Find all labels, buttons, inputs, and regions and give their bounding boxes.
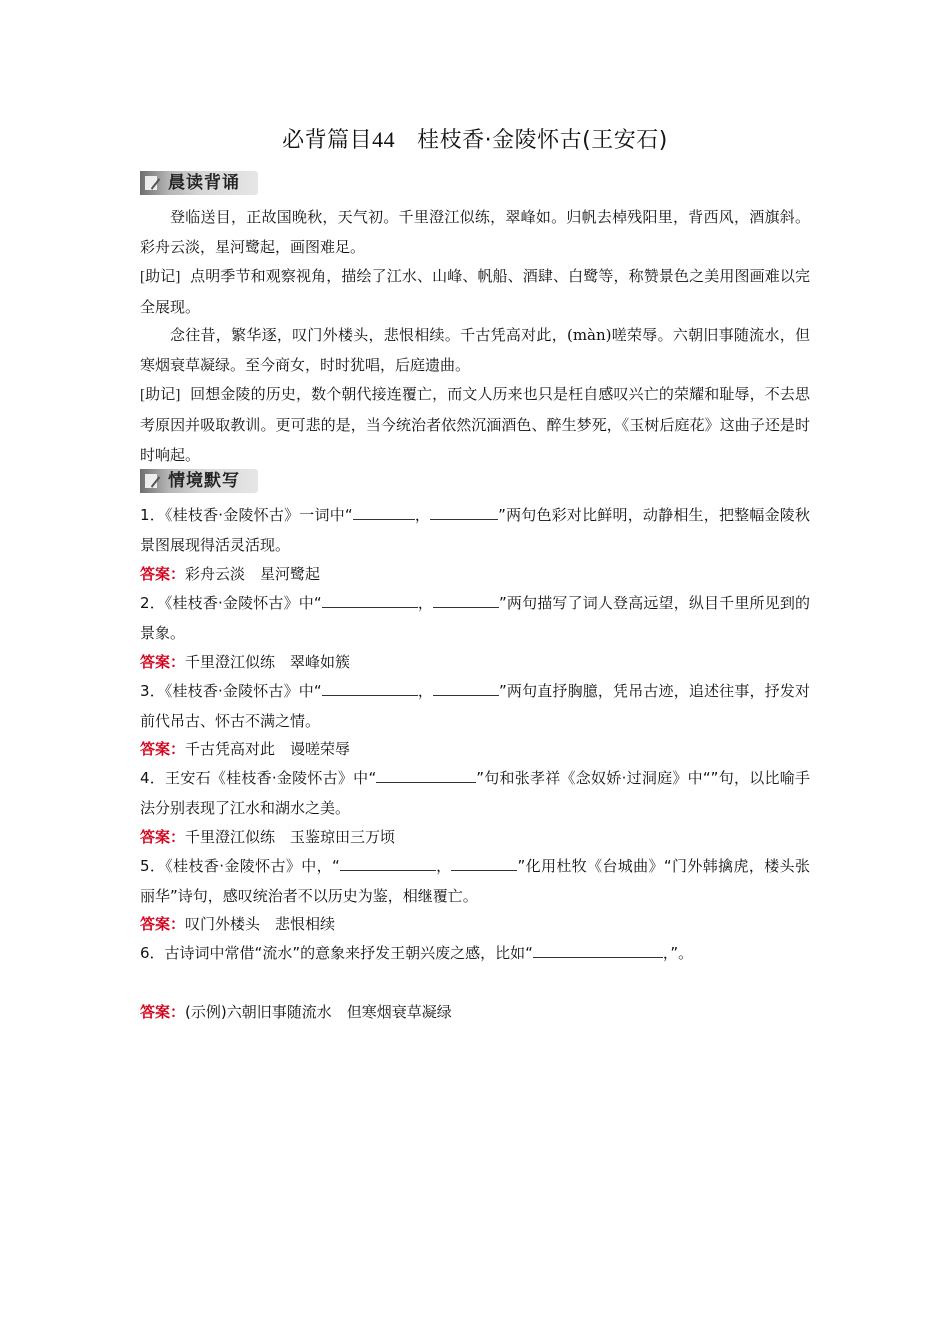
answer-5: 答案：叹门外楼头 悲恨相续 bbox=[140, 915, 336, 933]
question-4: 4．王安石《桂枝香·金陵怀古》中“ ”句和张孝祥《念奴娇·过洞庭》中“”句，以比喻手法分别表现了江水和湖水之美。 bbox=[140, 763, 810, 823]
title-name: 桂枝香·金陵怀古(王安石) bbox=[417, 128, 668, 153]
blank-field[interactable] bbox=[433, 677, 499, 696]
note-tag: [助记] bbox=[140, 387, 181, 403]
poem-stanza-2: 念往昔，繁华逐，叹门外楼头，悲恨相续。千古凭高对此，(màn)嗟荣辱。六朝旧事随流水，但寒烟衰草凝绿。至今商女，时时犹唱，后庭遗曲。 bbox=[140, 326, 810, 374]
note-2 bbox=[140, 379, 810, 470]
note-text: 回想金陵的历史，数个朝代接连覆亡，而文人历来也只是枉自感叹兴亡的荣耀和耻辱，不去思考原因并吸取教训。更可悲的是，当今统治者依然沉湎酒色、醉生梦死，《玉树后庭花》这曲子还是时时响起。 bbox=[140, 385, 810, 464]
section-label: 晨读背诵 bbox=[168, 173, 240, 193]
question-2: 2．《桂枝香·金陵怀古》中“ ， ”两句描写了词人登高远望，纵目千里所见到的景象。 bbox=[140, 588, 810, 648]
section-header-context bbox=[140, 469, 258, 493]
page-title bbox=[140, 124, 810, 157]
blank-field[interactable] bbox=[451, 852, 517, 871]
answer-2: 答案：千里澄江似练 翠峰如簇 bbox=[140, 653, 351, 671]
blank-field[interactable] bbox=[353, 501, 415, 520]
blank-field[interactable] bbox=[430, 501, 498, 520]
blank-field[interactable] bbox=[340, 852, 436, 871]
question-1: 1．《桂枝香·金陵怀古》一词中“ ， ”两句色彩对比鲜明，动静相生，把整幅金陵秋景图展现得活灵活现。 bbox=[140, 500, 810, 560]
title-prefix: 必背篇目 bbox=[282, 128, 373, 153]
blank-field[interactable] bbox=[322, 589, 418, 608]
blank-field[interactable] bbox=[376, 764, 476, 783]
pencil-icon bbox=[143, 472, 161, 490]
pencil-icon bbox=[143, 174, 161, 192]
section-header-morning bbox=[140, 171, 258, 195]
answer-6: 答案：(示例)六朝旧事随流水 但寒烟衰草凝绿 bbox=[140, 1003, 452, 1021]
poem-stanza-1: 登临送目，正故国晚秋，天气初。千里澄江似练，翠峰如。归帆去棹残阳里，背西风，酒旗斜。彩舟云淡，星河鹭起，画图难足。 bbox=[140, 208, 810, 256]
question-3: 3．《桂枝香·金陵怀古》中“ ， ”两句直抒胸臆，凭吊古迹，追述往事，抒发对前代吊古、怀古不满之情。 bbox=[140, 676, 810, 736]
answer-3: 答案：千古凭高对此 谩嗟荣辱 bbox=[140, 740, 351, 758]
blank-field[interactable] bbox=[533, 939, 663, 958]
note-1 bbox=[140, 261, 810, 322]
note-text: 点明季节和观察视角，描绘了江水、山峰、帆船、酒肆、白鹭等，称赞景色之美用图画难以完全展现。 bbox=[140, 267, 810, 316]
section-label: 情境默写 bbox=[168, 471, 240, 491]
blank-field[interactable] bbox=[433, 589, 499, 608]
note-tag: [助记] bbox=[140, 269, 181, 285]
answer-4: 答案：千里澄江似练 玉鉴琼田三万顷 bbox=[140, 828, 396, 846]
blank-field[interactable] bbox=[322, 677, 418, 696]
title-number: 44 bbox=[372, 127, 396, 152]
question-5: 5．《桂枝香·金陵怀古》中，“ ， ”化用杜牧《台城曲》“门外韩擒虎，楼头张丽华”诗句，感叹统治者不以历史为鉴，相继覆亡。 bbox=[140, 851, 810, 911]
question-6: 6．古诗词中常借“流水”的意象来抒发王朝兴废之感，比如“ ，”。 bbox=[140, 938, 810, 968]
answer-1: 答案：彩舟云淡 星河鹭起 bbox=[140, 565, 321, 583]
